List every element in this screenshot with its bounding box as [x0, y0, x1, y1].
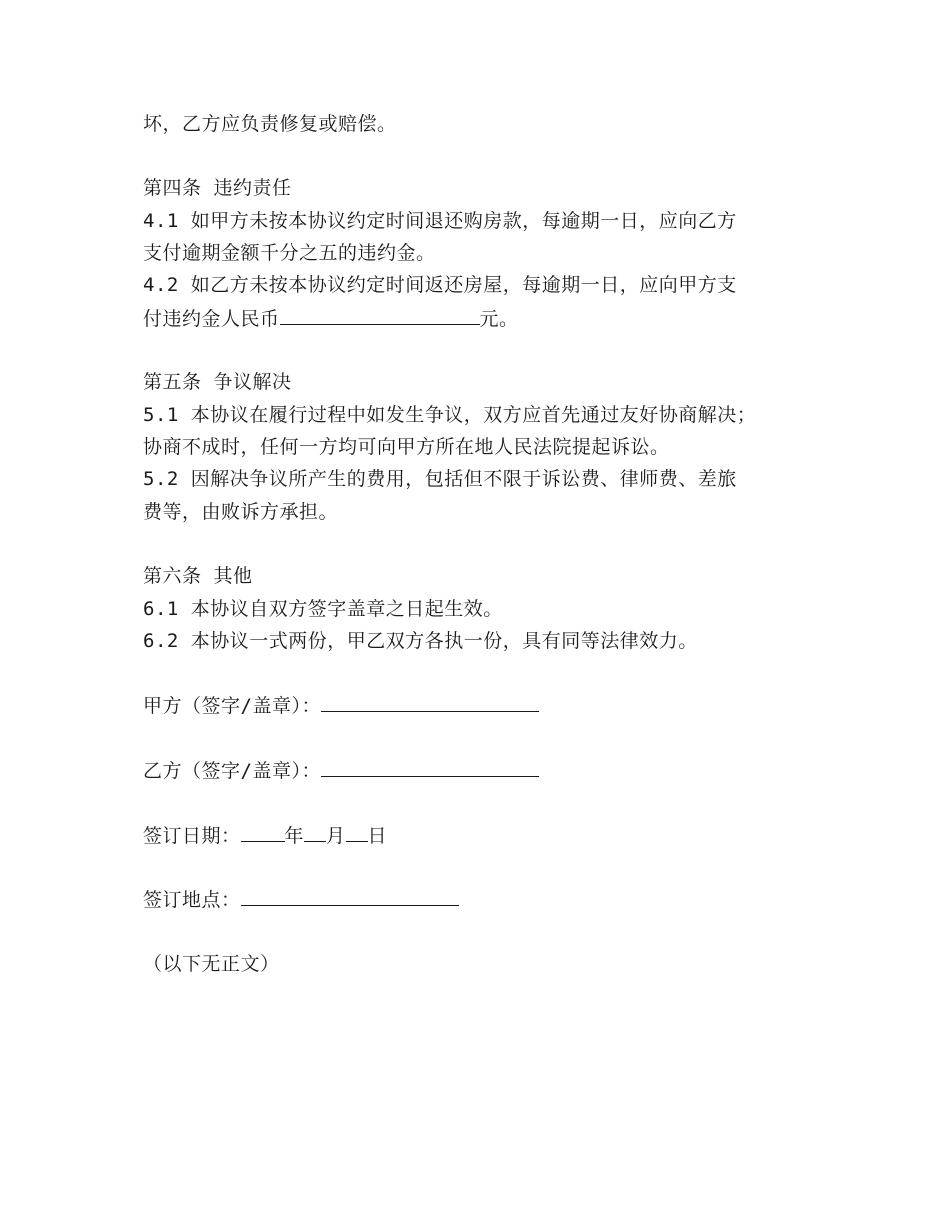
clause-5-2: 5.2 因解决争议所产生的费用，包括但不限于诉讼费、律师费、差旅 — [143, 468, 737, 490]
day-label: 日 — [367, 825, 388, 847]
party-a-blank — [321, 693, 539, 712]
clause-6-2: 6.2 本协议一式两份，甲乙双方各执一份，具有同等法律效力。 — [143, 630, 698, 652]
clause-4-1: 4.1 如甲方未按本协议约定时间退还购房款，每逾期一日，应向乙方 — [143, 210, 737, 232]
month-blank — [304, 823, 326, 842]
day-blank — [346, 823, 368, 842]
clause-4-2-cont — [143, 306, 519, 331]
section-title-6: 第六条 其他 — [143, 565, 253, 587]
clause-4-2: 4.2 如乙方未按本协议约定时间返还房屋，每逾期一日，应向甲方支 — [143, 274, 737, 296]
clause-4-2-unit: 元。 — [479, 308, 519, 330]
date-label: 签订日期： — [143, 825, 241, 847]
clause-5-2-cont: 费等，由败诉方承担。 — [143, 501, 339, 523]
signing-date — [143, 823, 387, 848]
text-line: 坏，乙方应负责修复或赔偿。 — [143, 113, 397, 135]
clause-4-1-cont: 支付逾期金额千分之五的违约金。 — [143, 242, 436, 264]
party-b-signature — [143, 758, 539, 783]
place-blank — [241, 887, 459, 906]
end-note: （以下无正文） — [143, 953, 280, 975]
year-label: 年 — [284, 825, 305, 847]
month-label: 月 — [326, 825, 346, 847]
clause-5-1-cont: 协商不成时，任何一方均可向甲方所在地人民法院提起诉讼。 — [143, 436, 670, 458]
clause-6-1: 6.1 本协议自双方签字盖章之日起生效。 — [143, 598, 503, 620]
year-blank — [241, 823, 285, 842]
place-label: 签订地点： — [143, 889, 241, 911]
section-title-5: 第五条 争议解决 — [143, 371, 292, 393]
party-a-label: 甲方（签字/盖章）： — [143, 695, 321, 717]
signing-place — [143, 887, 459, 912]
amount-blank — [280, 306, 480, 325]
party-a-signature — [143, 693, 539, 718]
party-b-label: 乙方（签字/盖章）： — [143, 760, 321, 782]
clause-5-1: 5.1 本协议在履行过程中如发生争议，双方应首先通过友好协商解决； — [143, 404, 757, 426]
section-title-4: 第四条 违约责任 — [143, 177, 292, 199]
clause-4-2-text: 付违约金人民币 — [143, 308, 280, 330]
party-b-blank — [321, 758, 539, 777]
